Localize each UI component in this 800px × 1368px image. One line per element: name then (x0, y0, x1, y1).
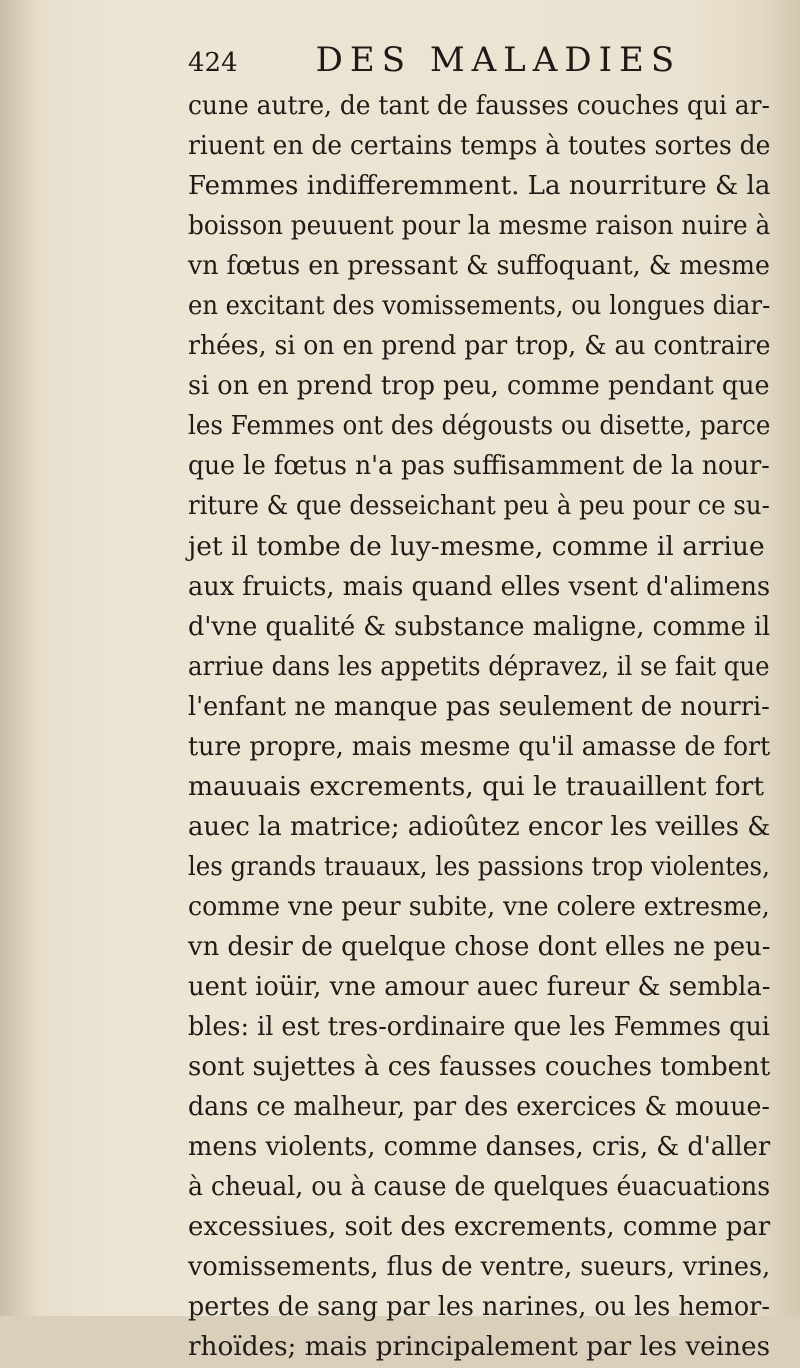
text-line: en excitant des vomissements, ou longues diar- (188, 290, 771, 322)
text-line: pertes de sang par les narines, ou les hemor- (188, 1291, 770, 1323)
text-line: boisson peuuent pour la mesme raison nuire à (188, 210, 771, 242)
text-line: Femmes indifferemment. La nourriture & la (188, 170, 771, 202)
text-line: d'vne qualité & substance maligne, comme il (188, 610, 771, 642)
text-line: les Femmes ont des dégousts ou disette, parce (188, 410, 771, 442)
text-line: uent ioüir, vne amour auec fureur & sembla- (188, 971, 771, 1003)
text-line: vomissements, flus de ventre, sueurs, vrines, (188, 1251, 771, 1283)
body-text (188, 86, 770, 1368)
text-line: rhées, si on en prend par trop, & au contraire (188, 330, 771, 362)
text-line: riture & que desseichant peu à peu pour ce su- (188, 490, 770, 522)
text-line: vn desir de quelque chose dont elles ne peu- (188, 930, 771, 962)
running-title: DES MALADIES (315, 40, 682, 80)
text-line: que le fœtus n'a pas suffisamment de la nour- (188, 450, 770, 482)
text-line: bles: il est tres-ordinaire que les Femmes qui (188, 1011, 770, 1043)
text-line: arriue dans les appetits dépravez, il se fait que (188, 650, 770, 682)
text-line: mauuais excrements, qui le trauaillent fort (188, 770, 764, 802)
text-line: vn fœtus en pressant & suffoquant, & mesme (188, 250, 770, 282)
text-line: comme vne peur subite, vne colere extresme, (188, 890, 770, 922)
text-line: excessiues, soit des excrements, comme par (188, 1211, 771, 1243)
text-line: les grands trauaux, les passions trop violentes, (188, 850, 770, 882)
text-line: l'enfant ne manque pas seulement de nourri- (188, 690, 770, 722)
text-line: si on en prend trop peu, comme pendant que (188, 370, 770, 402)
text-line: dans ce malheur, par des exercices & mouue- (188, 1091, 770, 1123)
text-line: à cheual, ou à cause de quelques éuacuations (188, 1171, 771, 1203)
page-header (188, 40, 708, 88)
text-line: cune autre, de tant de fausses couches qui ar- (188, 90, 770, 121)
page-number: 424 (188, 48, 238, 78)
text-line: rhoïdes; mais principalement par les veines (188, 1331, 771, 1363)
text-line: sont sujettes à ces fausses couches tombent (188, 1051, 771, 1083)
text-line: mens violents, comme danses, cris, & d'aller (188, 1131, 771, 1163)
text-line: ture propre, mais mesme qu'il amasse de fort (188, 730, 771, 762)
text-line: riuent en de certains temps à toutes sortes de (188, 130, 771, 162)
text-line: jet il tombe de luy-mesme, comme il arriue (188, 530, 765, 562)
text-line: auec la matrice; adioûtez encor les veilles & (188, 810, 771, 842)
text-line: aux fruicts, mais quand elles vsent d'alimens (188, 570, 771, 602)
